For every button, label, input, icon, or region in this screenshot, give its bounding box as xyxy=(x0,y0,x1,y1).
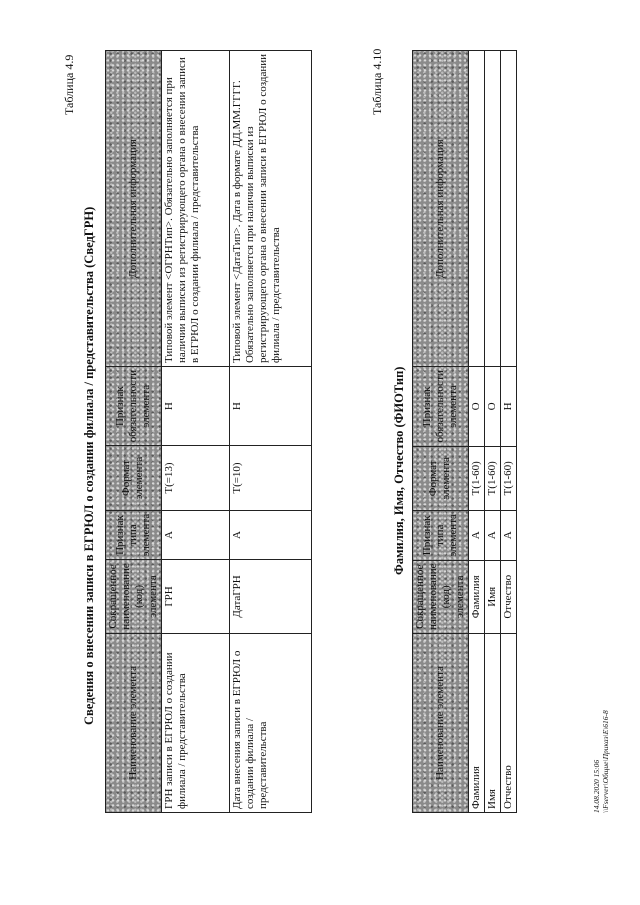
table-4-10 xyxy=(412,50,517,813)
element-name: Отчество xyxy=(501,634,517,813)
table-4-10-label: Таблица 4.10 xyxy=(370,48,384,115)
element-type: А xyxy=(501,511,517,560)
element-type: А xyxy=(229,510,311,559)
element-code: Отчество xyxy=(501,560,517,633)
header-cell: Признак типа элемента xyxy=(413,511,469,560)
element-format: T(1-60) xyxy=(468,446,484,511)
header-cell: Формат элемента xyxy=(413,446,469,511)
element-format: T(1-60) xyxy=(484,446,500,511)
header-cell: Сокращенное наименование (код) элемента xyxy=(106,560,162,633)
header-cell: Признак обязательности элемента xyxy=(106,367,162,446)
table-4-9 xyxy=(105,50,312,813)
element-required: О xyxy=(468,367,484,446)
table-row xyxy=(229,51,311,813)
header-cell: Признак обязательности элемента xyxy=(413,367,469,446)
element-format: T(=13) xyxy=(161,446,229,511)
table-row xyxy=(161,51,229,813)
element-required: Н xyxy=(161,367,229,446)
element-format: T(1-60) xyxy=(501,446,517,511)
element-name: Имя xyxy=(484,634,500,813)
element-info xyxy=(468,51,484,367)
table-row xyxy=(468,51,484,813)
table-row xyxy=(501,51,517,813)
table-4-9-title: Сведения о внесении записи в ЕГРЮЛ о создании филиала / представительства (СведГРН) xyxy=(82,206,96,725)
element-code: ДатаГРН xyxy=(229,560,311,633)
element-type: А xyxy=(468,511,484,560)
element-name: Дата внесения записи в ЕГРЮЛ о создании филиала / представительства xyxy=(229,633,311,812)
element-type: А xyxy=(161,510,229,559)
footer-path: \\Fserver\Общие\Приказ\Е\616-8 xyxy=(601,710,611,813)
element-required: О xyxy=(484,367,500,446)
element-name: ГРН записи в ЕГРЮЛ о создании филиала / представительства xyxy=(161,633,229,812)
header-cell: Формат элемента xyxy=(106,446,162,511)
element-code: ГРН xyxy=(161,560,229,633)
element-info xyxy=(484,51,500,367)
header-cell: Дополнительная информация xyxy=(106,51,162,367)
table-header-row xyxy=(413,51,469,813)
table-4-10-title: Фамилия, Имя, Отчество (ФИОТип) xyxy=(392,366,406,575)
element-info xyxy=(501,51,517,367)
element-required: Н xyxy=(501,367,517,446)
table-header-row xyxy=(106,51,162,813)
header-cell: Дополнительная информация xyxy=(413,51,469,367)
element-code: Фамилия xyxy=(468,560,484,633)
table-4-9-label: Таблица 4.9 xyxy=(62,54,76,115)
element-type: А xyxy=(484,511,500,560)
element-info: Типовой элемент <ДатаТип>. Дата в формате ДД.ММ.ГГГГ. Обязательно заполняется при наличии выписки из регистрирующего органа о внесении записи в ЕГРЮЛ о создании филиала / представительства xyxy=(229,51,311,367)
footer-note xyxy=(592,710,611,813)
element-name: Фамилия xyxy=(468,634,484,813)
header-cell: Признак типа элемента xyxy=(106,510,162,559)
element-format: T(=10) xyxy=(229,446,311,511)
table-row xyxy=(484,51,500,813)
header-cell: Сокращенное наименование (код) элемента xyxy=(413,560,469,633)
element-required: Н xyxy=(229,367,311,446)
header-cell: Наименование элемента xyxy=(413,634,469,813)
header-cell: Наименование элемента xyxy=(106,633,162,812)
element-info: Типовой элемент <ОГРНТип>. Обязательно заполняется при наличии выписки из регистрирующего органа о внесении записи в ЕГРЮЛ о создании филиала / представительства xyxy=(161,51,229,367)
element-code: Имя xyxy=(484,560,500,633)
footer-timestamp: 14.08.2020 15:06 xyxy=(592,759,601,813)
